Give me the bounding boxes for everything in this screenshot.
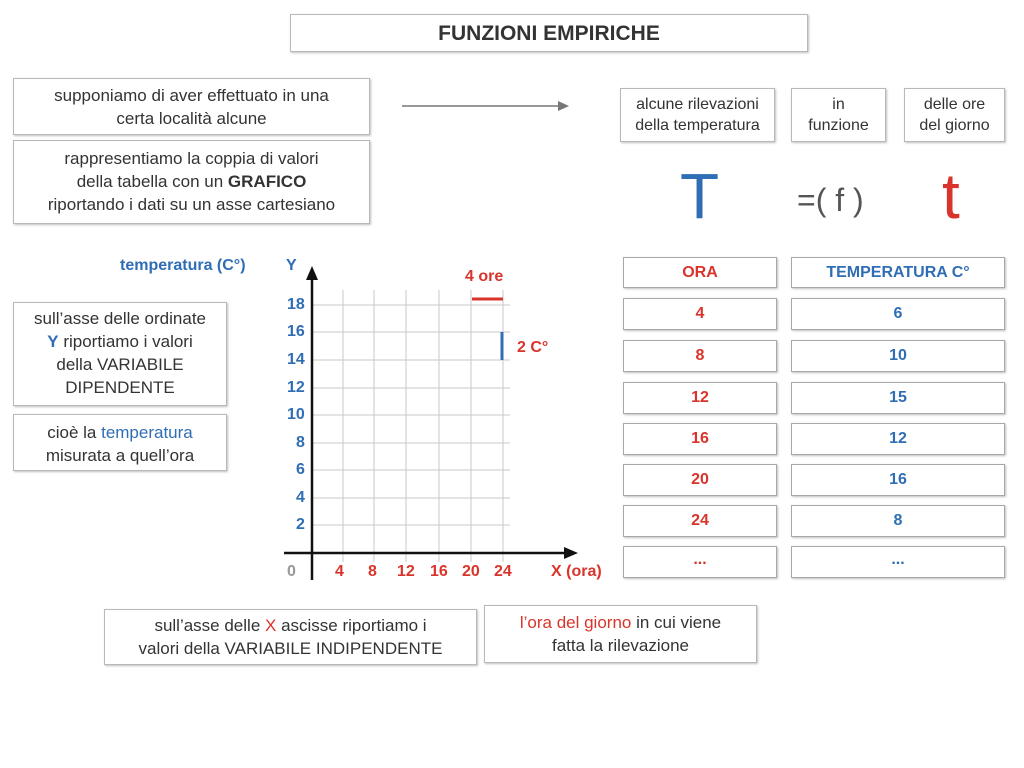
delle-ore-box xyxy=(904,88,1005,142)
table-cell-temp: 12 xyxy=(791,423,1005,455)
cioe-line-1 xyxy=(14,421,226,444)
formula-function: =( f ) xyxy=(797,182,864,218)
ordinate-box xyxy=(13,302,227,406)
table-cell-temp: 6 xyxy=(791,298,1005,330)
table-cell-temp: ... xyxy=(791,546,1005,578)
y-tick: 4 xyxy=(296,489,305,506)
table-cell-temp: 8 xyxy=(791,505,1005,537)
rappresentiamo-line-2 xyxy=(14,170,369,193)
table-cell-ora: 20 xyxy=(623,464,777,496)
intro-line-2: certa località alcune xyxy=(116,109,267,128)
intro-box xyxy=(13,78,370,135)
cioe-line-2: misurata a quell’ora xyxy=(45,446,195,465)
y-tick: 8 xyxy=(296,434,305,451)
x-tick: 8 xyxy=(368,563,377,580)
ascisse-line-2: valori della VARIABILE INDIPENDENTE xyxy=(138,639,443,658)
y-tick: 12 xyxy=(287,379,305,396)
rappresentiamo-line-1: rappresentiamo la coppia di valori xyxy=(64,149,319,168)
in-funzione-line-1: in xyxy=(832,96,845,113)
table-cell-ora: 16 xyxy=(623,423,777,455)
ascisse-box xyxy=(104,609,477,665)
y-tick: 18 xyxy=(287,296,305,313)
table-cell-temp: 10 xyxy=(791,340,1005,372)
formula-t: t xyxy=(942,160,960,232)
grid xyxy=(312,290,510,562)
ordinate-line-3: della VARIABILE xyxy=(56,355,184,374)
x-axis-label: X (ora) xyxy=(551,563,602,580)
in-funzione-box xyxy=(791,88,886,142)
rappresentiamo-box xyxy=(13,140,370,224)
rilevazioni-line-2: della temperatura xyxy=(635,117,760,134)
x-tick: 20 xyxy=(462,563,480,580)
table-cell-temp: 15 xyxy=(791,382,1005,414)
grafico-keyword: GRAFICO xyxy=(227,172,307,191)
temperatura-keyword: temperatura xyxy=(101,423,193,442)
ordinate-line-1: sull’asse delle ordinate xyxy=(34,309,206,328)
intro-line-1: supponiamo di aver effettuato in una xyxy=(54,86,329,105)
delle-ore-line-1: delle ore xyxy=(923,96,986,113)
x-keyword: X xyxy=(265,616,277,635)
table-cell-ora: 24 xyxy=(623,505,777,537)
page-title: FUNZIONI EMPIRICHE xyxy=(290,14,808,52)
in-funzione-line-2: funzione xyxy=(808,117,869,134)
table-header-ora: ORA xyxy=(623,257,777,288)
ora-giorno-line-1 xyxy=(485,611,756,634)
delle-ore-line-2: del giorno xyxy=(919,117,990,134)
ordinate-line-2 xyxy=(14,330,226,353)
ordinate-line-2-text: riportiamo i valori xyxy=(58,332,193,351)
rappresentiamo-line-2-text: della tabella con un xyxy=(76,172,228,191)
rilevazioni-line-1: alcune rilevazioni xyxy=(636,96,759,113)
origin-label: 0 xyxy=(287,563,296,580)
ascisse-line-1-post: ascisse riportiamo i xyxy=(276,616,427,635)
rappresentiamo-line-3: riportando i dati su un asse cartesiano xyxy=(47,195,336,214)
y-tick: 10 xyxy=(287,406,305,423)
cioe-box xyxy=(13,414,227,471)
table-cell-ora: 4 xyxy=(623,298,777,330)
cioe-line-1-text: cioè la xyxy=(47,423,102,442)
ora-giorno-box xyxy=(484,605,757,663)
ora-giorno-line-1-post: in cui viene xyxy=(631,613,722,632)
y-tick: 14 xyxy=(287,351,305,368)
ordinate-line-4: DIPENDENTE xyxy=(65,378,175,397)
y-axis-letter: Y xyxy=(286,257,297,274)
rilevazioni-box xyxy=(620,88,775,142)
y-axis-arrow-icon xyxy=(306,266,318,280)
y-keyword: Y xyxy=(47,332,59,351)
y-tick: 6 xyxy=(296,461,305,478)
right-arrow-icon xyxy=(400,96,572,116)
ascisse-line-1-pre: sull’asse delle xyxy=(154,616,265,635)
x-axis-arrow-icon xyxy=(564,547,578,559)
table-cell-temp: 16 xyxy=(791,464,1005,496)
x-tick: 24 xyxy=(494,563,512,580)
table-header-temperatura: TEMPERATURA C° xyxy=(791,257,1005,288)
cartesian-graph xyxy=(270,262,615,587)
y-axis-title: temperatura (C°) xyxy=(120,257,246,274)
ascisse-line-1 xyxy=(105,614,476,637)
ora-giorno-keyword: l’ora del giorno xyxy=(519,613,632,632)
y-tick: 2 xyxy=(296,516,305,533)
x-tick: 4 xyxy=(335,563,344,580)
table-cell-ora: ... xyxy=(623,546,777,578)
ora-giorno-line-2: fatta la rilevazione xyxy=(551,636,690,655)
x-scale-label: 4 ore xyxy=(465,268,504,285)
y-scale-label: 2 C° xyxy=(517,339,549,356)
formula-T: T xyxy=(680,160,720,232)
table-cell-ora: 12 xyxy=(623,382,777,414)
x-tick: 16 xyxy=(430,563,448,580)
table-cell-ora: 8 xyxy=(623,340,777,372)
x-tick: 12 xyxy=(397,563,415,580)
y-tick: 16 xyxy=(287,323,305,340)
